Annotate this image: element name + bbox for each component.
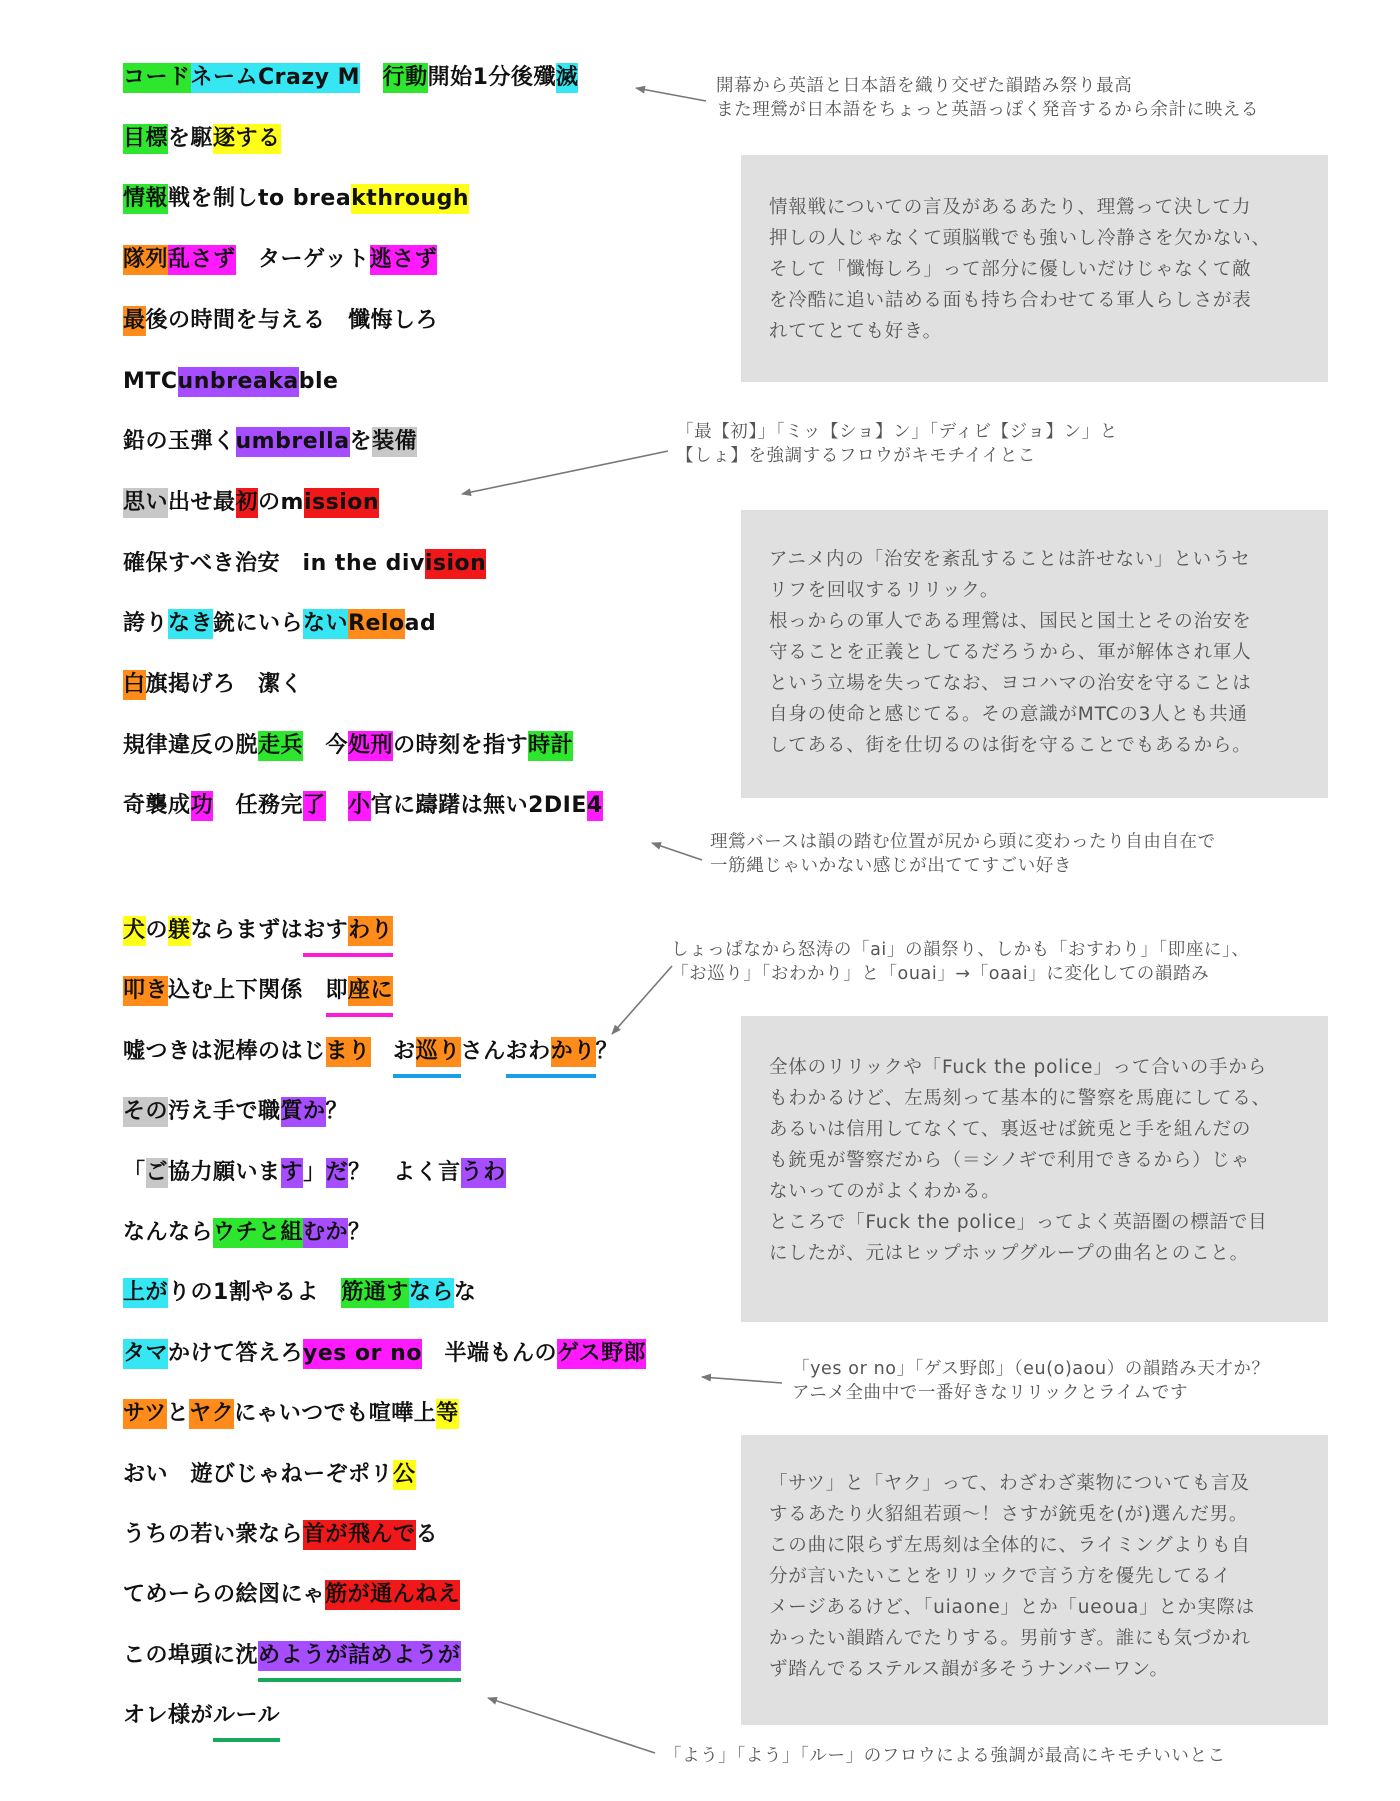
lyric-text: 任務完 (213, 793, 304, 819)
highlighted-phrase: 処刑 (348, 731, 393, 761)
lyric-text: おわ (506, 1037, 551, 1067)
lyric-text: なんなら (123, 1220, 214, 1245)
box-line: ず踏んでるステルス韻が多そうナンバーワン。 (769, 1659, 1169, 1680)
arrow-5 (702, 1377, 782, 1383)
highlighted-phrase: 4 (587, 791, 603, 821)
highlighted-phrase: 了 (303, 791, 326, 821)
highlighted-phrase: ウチと組 (213, 1218, 303, 1248)
box-line: れててとても好き。 (769, 321, 942, 342)
note-line: 開幕から英語と日本語を織り交ぜた韻踏み祭り最高 (716, 76, 1133, 96)
highlighted-phrase: 行動 (383, 63, 428, 93)
lyric-text: 今 (303, 732, 349, 758)
box-line: 根っからの軍人である理鶯は、国民と国土とその治安を (769, 611, 1252, 632)
box-line: リフを回収するリリック。 (769, 580, 1000, 601)
box-line: してある、街を仕切るのは街を守ることでもあるから。 (769, 735, 1252, 756)
lyric-text: を (349, 429, 373, 455)
highlighted-phrase: 時計 (528, 731, 573, 761)
highlighted-phrase: 走兵 (258, 731, 303, 761)
lyric-text: ？ (348, 1220, 371, 1245)
highlighted-phrase: 情報 (123, 184, 168, 214)
box-line: かったい韻踏んでたりする。男前すぎ。誰にも気づかれ (769, 1628, 1251, 1649)
box-line: この曲に限らず左馬刻は全体的に、ライミングよりも自 (769, 1535, 1251, 1556)
arrow-3 (652, 843, 702, 860)
highlighted-phrase: 巡り (416, 1037, 461, 1067)
highlighted-phrase: 逐する (213, 124, 281, 154)
highlighted-phrase: す (281, 1158, 304, 1188)
note-line: 「よう」「よう」「ルー」のフロウによる強調が最高にキモチいいとこ (664, 1746, 1226, 1766)
lyric-text: ？ (325, 1099, 349, 1125)
box-line: という立場を失ってなお、ヨコハマの治安を守ることは (769, 673, 1252, 694)
lyric-text: 規律違反の脱 (123, 732, 259, 758)
note-line: 一筋縄じゃいかない感じが出ててすごい好き (710, 856, 1072, 876)
highlighted-phrase: まり (326, 1037, 371, 1067)
lyric-text: この埠頭に沈 (123, 1642, 259, 1668)
highlighted-phrase: 筋が通んねえ (325, 1580, 460, 1610)
highlighted-phrase: ヤク (189, 1399, 234, 1429)
highlighted-phrase: 公 (393, 1460, 416, 1490)
highlighted-phrase: Crazy M (258, 63, 360, 93)
box-line: もわかるけど、左馬刻って基本的に警察を馬鹿にしてる、 (769, 1088, 1271, 1109)
highlighted-phrase: ご (146, 1158, 169, 1188)
arrow-1 (636, 88, 706, 101)
highlighted-phrase: 詰めようが (348, 1641, 461, 1671)
box-line: 守ることを正義としてるだろうから、軍が解体され軍人 (769, 642, 1252, 663)
lyric-text: 確保すべき治安 in the div (123, 550, 425, 576)
lyric-text: 「 (123, 1159, 146, 1185)
highlighted-phrase: umbrella (236, 427, 350, 457)
box-line: も銃兎が警察だから（＝シノギで利用できるから）じゃ (769, 1150, 1251, 1171)
box-line: 押しの人じゃなくて頭脳戦でも強いし冷静さを欠かない、 (769, 228, 1271, 249)
lyric-text: 開始1分後殲 (427, 65, 556, 90)
box-line: そして「懺悔しろ」って部分に優しいだけじゃなくて敵 (769, 259, 1252, 280)
lyric-text: ？ (595, 1038, 619, 1064)
lyric-text: のm (258, 489, 304, 515)
lyric-text: 協力願いま (168, 1159, 281, 1185)
highlighted-phrase: 乱さず (168, 245, 236, 275)
highlighted-phrase: 装備 (372, 427, 417, 457)
highlighted-phrase: ission (304, 488, 379, 518)
lyric-text: MTC (123, 368, 178, 394)
highlighted-phrase: 功 (191, 791, 214, 821)
lyric-text: と (166, 1401, 190, 1427)
lyric-text: 」 (303, 1159, 326, 1185)
note-line: アニメ全曲中で一番好きなリリックとライムです (792, 1383, 1189, 1403)
lyric-text: 後の時間を与える 懺悔しろ (145, 307, 439, 333)
lyric-text: 奇襲成 (123, 793, 191, 819)
lyric-text: てめーらの絵図にゃ (123, 1582, 326, 1608)
highlighted-phrase: unbreaka (178, 367, 299, 397)
highlighted-phrase: 首が飛んで (303, 1520, 416, 1550)
arrow-2 (462, 451, 668, 494)
lyric-text: 汚え手で職 (168, 1099, 281, 1125)
box-line: 自身の使命と感じてる。その意識がMTCの3人とも共通 (769, 704, 1248, 725)
box-line: 「サツ」と「ヤク」って、わざわざ薬物についても言及 (769, 1473, 1250, 1494)
highlighted-phrase: ゲス野郎 (557, 1339, 646, 1369)
lyric-text: ad (404, 611, 437, 637)
lyric-text: にゃいつでも喧嘩上 (234, 1401, 437, 1427)
highlighted-phrase: 白 (123, 670, 146, 700)
lyric-text: 戦を制しto brea (168, 186, 352, 212)
lyric-text: 鉛の玉弾く (123, 429, 236, 455)
highlighted-phrase: なき (168, 609, 213, 639)
box-line: するあたり火貂組若頭〜！さすが銃兎を(が)選んだ男。 (769, 1504, 1249, 1525)
box-line: にしたが、元はヒップホップグループの曲名とのこと。 (769, 1243, 1249, 1264)
lyric-text: 旗掲げろ 潔く (145, 672, 304, 697)
highlighted-phrase: 滅 (556, 63, 579, 93)
note-line: 「yes or no」「ゲス野郎」（eu(o)aou）の韻踏み天才か？ (792, 1359, 1270, 1379)
box-line: 分が言いたいことをリリックで言う方を優先してるイ (769, 1566, 1232, 1587)
highlighted-phrase: 隊列 (123, 245, 168, 275)
highlighted-phrase: 等 (436, 1399, 459, 1429)
highlighted-phrase: 目標 (123, 124, 168, 154)
highlighted-phrase: ネーム (191, 63, 259, 93)
highlighted-phrase: その (123, 1097, 168, 1127)
box-line: メージあるけど、「uiaone」とか「ueoua」とか実際は (769, 1597, 1255, 1618)
lyric-text: ble (298, 368, 339, 394)
lyric-text: おい 遊びじゃねーぞポリ (123, 1461, 394, 1487)
box-line: を冷酷に追い詰める面も持ち合わせてる軍人らしさが表 (769, 290, 1252, 311)
lyric-text: の (145, 918, 169, 943)
highlighted-phrase: 筋通す (341, 1278, 409, 1308)
lyric-text: の時刻を指す (393, 732, 529, 758)
note-line: 「お巡り」「おわかり」と「ouai」→「oaai」に変化しての韻踏み (671, 964, 1210, 984)
lyric-text: かけて答えろ (168, 1340, 304, 1366)
box-line: ところで「Fuck the police」ってよく英語圏の標語で目 (769, 1212, 1268, 1233)
note-line: 【しょ】を強調するフロウがキモチイイとこ (676, 446, 1036, 466)
lyric-text: ルール (213, 1701, 280, 1731)
highlighted-phrase: Relo (348, 609, 405, 639)
highlighted-phrase: サツ (123, 1399, 167, 1429)
arrow-4 (612, 966, 672, 1034)
note-line: 「最【初】」「ミッ【ショ】ン」「ディビ【ジョ】ン」と (676, 422, 1118, 442)
highlighted-phrase: ない (303, 609, 348, 639)
box-line: アニメ内の「治安を紊乱することは許せない」というセ (769, 549, 1251, 570)
highlighted-phrase: 逃さず (370, 245, 438, 275)
lyric-text: 即 (326, 976, 349, 1006)
box-line: あるいは信用してなくて、裏返せば銃兎と手を組んだの (769, 1119, 1252, 1140)
lyric-text: 誇り (123, 611, 169, 637)
lyric-text: な (453, 1280, 477, 1306)
highlighted-phrase: うわ (461, 1158, 506, 1188)
highlighted-phrase: 躾 (168, 916, 191, 946)
lyric-text: 官に躊躇は無い2DIE (370, 793, 587, 819)
highlighted-phrase: わり (348, 916, 393, 946)
highlighted-phrase: 犬 (123, 916, 146, 946)
highlighted-phrase: タマ (123, 1339, 168, 1369)
lyric-text: ならまずは (190, 918, 304, 943)
highlighted-phrase: 小 (348, 791, 371, 821)
highlighted-phrase: 初 (236, 488, 259, 518)
highlighted-phrase: 上が (123, 1278, 168, 1308)
box-line: 情報戦についての言及があるあたり、理鶯って決して力 (769, 197, 1252, 218)
box-line: ないってのがよくわかる。 (769, 1181, 1001, 1202)
lyric-text: 銃にいら (213, 611, 304, 637)
box-line: 全体のリリックや「Fuck the police」って合いの手から (769, 1057, 1267, 1078)
highlighted-phrase: 最 (123, 306, 146, 336)
highlighted-phrase: めようが (258, 1641, 348, 1671)
lyric-text: りの1割やるよ (168, 1280, 342, 1306)
lyric-text: 込む上下関係 (168, 978, 326, 1004)
highlighted-phrase: 座に (348, 976, 393, 1006)
note-line: また理鶯が日本語をちょっと英語っぽく発音するから余計に映える (716, 100, 1259, 120)
highlighted-phrase: だ (326, 1158, 349, 1188)
highlighted-phrase: 叩き (123, 976, 168, 1006)
note-line: しょっぱなから怒涛の「ai」の韻祭り、しかも「おすわり」「即座に」、 (671, 940, 1250, 960)
lyric-text: 出せ最 (168, 489, 236, 515)
highlighted-phrase: なら (409, 1278, 454, 1308)
lyric-text: る (415, 1522, 439, 1547)
lyric-text: うちの若い衆なら (123, 1522, 304, 1547)
lyric-text: 嘘つきは泥棒のはじ (123, 1038, 326, 1064)
highlighted-phrase: yes or no (303, 1339, 422, 1369)
highlighted-phrase: 思い (123, 488, 168, 518)
highlighted-phrase: ision (425, 549, 486, 579)
arrow-6 (488, 1698, 655, 1753)
highlighted-phrase: kthrough (351, 184, 469, 214)
lyric-text: おす (303, 916, 348, 946)
highlighted-phrase: かり (551, 1037, 596, 1067)
lyric-text: お (393, 1037, 416, 1067)
lyric-text: オレ様が (123, 1703, 214, 1729)
highlighted-phrase: コード (123, 63, 191, 93)
highlighted-phrase: むか (303, 1218, 348, 1248)
lyric-text: ？ よく言 (348, 1159, 461, 1185)
lyric-text: ターゲット (235, 247, 370, 273)
lyric-text: さん (460, 1038, 506, 1064)
highlighted-phrase: 質か (281, 1097, 326, 1127)
note-line: 理鶯バースは韻の踏む位置が尻から頭に変わったり自由自在で (710, 832, 1216, 852)
lyric-text: 半端もんの (421, 1340, 557, 1366)
lyric-text: を駆 (168, 125, 214, 151)
